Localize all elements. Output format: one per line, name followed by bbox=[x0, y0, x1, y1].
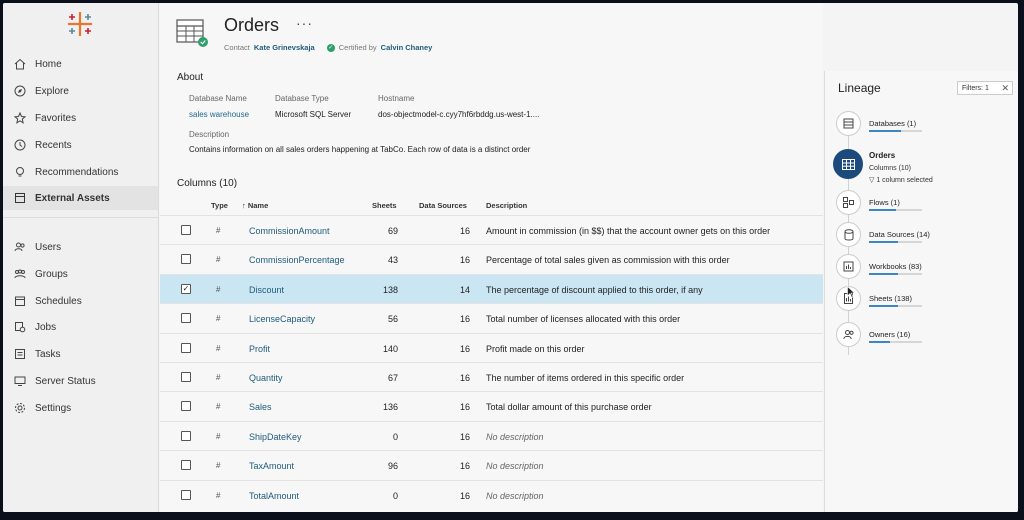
data-sources-cell: 16 bbox=[459, 343, 470, 354]
name-cell[interactable]: Discount bbox=[249, 284, 285, 295]
clock-icon bbox=[13, 138, 27, 152]
lineage-bar-fill bbox=[869, 305, 898, 307]
tasks-icon bbox=[13, 347, 27, 361]
lineage-bar-owners bbox=[869, 341, 922, 343]
sidebar-item-groups[interactable] bbox=[3, 262, 158, 286]
sheets-cell: 0 bbox=[392, 490, 398, 501]
mouse-cursor-icon bbox=[847, 286, 855, 298]
table-row[interactable] bbox=[160, 362, 823, 391]
sidebar-item-external-assets[interactable] bbox=[3, 186, 158, 210]
table-row[interactable] bbox=[160, 333, 823, 362]
description-cell: No description bbox=[486, 461, 544, 472]
lineage-node-workbooks[interactable] bbox=[836, 254, 861, 279]
type-cell: # bbox=[216, 461, 221, 471]
sidebar-item-label: Explore bbox=[35, 85, 69, 97]
lineage-node-data-sources[interactable] bbox=[836, 222, 861, 247]
lineage-label-orders: Orders bbox=[869, 151, 896, 160]
columns-heading: Columns (10) bbox=[177, 178, 238, 189]
sheets-cell: 140 bbox=[382, 343, 398, 354]
hostname-label: Hostname bbox=[378, 94, 415, 103]
description-cell: Total dollar amount of this purchase order bbox=[486, 402, 652, 413]
table-row[interactable] bbox=[160, 303, 823, 332]
description-cell: Amount in commission (in $$) that the account owner gets on this order bbox=[486, 226, 771, 236]
lineage-title: Lineage bbox=[838, 81, 881, 95]
sidebar-item-settings[interactable] bbox=[3, 396, 158, 420]
database-icon bbox=[13, 191, 27, 205]
name-cell[interactable]: CommissionPercentage bbox=[249, 255, 345, 266]
table-header bbox=[160, 195, 823, 215]
name-cell[interactable]: TaxAmount bbox=[249, 461, 295, 472]
description-cell: Total number of licenses allocated with this order bbox=[486, 314, 681, 325]
type-cell: # bbox=[216, 255, 221, 265]
description-cell: No description bbox=[486, 490, 544, 501]
database-icon bbox=[843, 118, 854, 129]
lineage-label-data-sources[interactable]: Data Sources (14) bbox=[869, 230, 930, 239]
row-checkbox[interactable]: ✓ bbox=[182, 283, 190, 293]
sidebar-item-recommendations[interactable] bbox=[3, 160, 158, 184]
lineage-label-workbooks[interactable]: Workbooks (83) bbox=[869, 262, 922, 271]
row-checkbox[interactable] bbox=[181, 225, 191, 235]
sidebar-item-label: External Assets bbox=[35, 192, 110, 204]
certified-label: Certified by bbox=[338, 43, 377, 52]
sidebar-item-label: Groups bbox=[35, 268, 68, 280]
about-heading: About bbox=[177, 72, 204, 83]
name-cell[interactable]: Quantity bbox=[249, 372, 283, 383]
page-title: Orders bbox=[224, 15, 280, 35]
database-type-label: Database Type bbox=[275, 94, 329, 103]
sheets-cell: 138 bbox=[382, 284, 398, 295]
lineage-label-flows[interactable]: Flows (1) bbox=[869, 198, 900, 207]
type-cell: # bbox=[216, 284, 221, 294]
calendar-icon bbox=[13, 294, 27, 308]
lineage-label-databases[interactable]: Databases (1) bbox=[869, 119, 917, 128]
hostname-value: dos-objectmodel-c.cyy7hf6rbddg.us-west-1.... bbox=[378, 110, 540, 119]
name-cell[interactable]: ShipDateKey bbox=[249, 431, 302, 442]
data-sources-cell: 16 bbox=[459, 431, 470, 442]
row-checkbox[interactable] bbox=[181, 313, 191, 323]
sidebar-item-users[interactable] bbox=[3, 235, 158, 259]
more-actions-button[interactable]: ··· bbox=[296, 15, 313, 31]
table-row[interactable] bbox=[160, 244, 823, 273]
sidebar-item-jobs[interactable] bbox=[3, 315, 158, 339]
lineage-node-flows[interactable] bbox=[836, 190, 861, 215]
data-sources-cell: 16 bbox=[459, 490, 470, 501]
lineage-bar-fill bbox=[869, 273, 898, 275]
data-sources-cell: 16 bbox=[459, 372, 470, 383]
contact-link[interactable]: Kate Grinevskaja bbox=[253, 43, 315, 52]
lineage-bar-databases bbox=[869, 130, 922, 132]
certified-by-link[interactable]: Calvin Chaney bbox=[380, 43, 433, 52]
row-checkbox[interactable] bbox=[181, 401, 191, 411]
table-icon bbox=[842, 159, 855, 170]
description-cell: Profit made on this order bbox=[486, 343, 585, 354]
row-checkbox[interactable] bbox=[181, 254, 191, 264]
lineage-bar-fill bbox=[869, 209, 896, 211]
sidebar-item-label: Server Status bbox=[35, 375, 96, 387]
sheets-cell: 0 bbox=[392, 431, 398, 442]
sidebar-item-favorites[interactable] bbox=[3, 106, 158, 130]
tableau-logo-icon[interactable] bbox=[65, 9, 95, 39]
sidebar-item-label: Recommendations bbox=[35, 166, 119, 178]
data-sources-cell: 16 bbox=[459, 402, 470, 413]
sidebar-item-label: Home bbox=[35, 58, 62, 70]
name-column-header[interactable]: ↑ Name bbox=[242, 201, 269, 210]
sidebar-item-tasks[interactable] bbox=[3, 342, 158, 366]
owners-icon bbox=[843, 329, 855, 340]
star-icon bbox=[13, 111, 27, 125]
sidebar-item-recents[interactable] bbox=[3, 133, 158, 157]
certified-icon: ✓ bbox=[328, 45, 334, 51]
description-cell: Percentage of total sales given as commission with this order bbox=[486, 255, 730, 266]
database-name-label: Database Name bbox=[189, 94, 247, 103]
compass-icon bbox=[13, 84, 27, 98]
sheets-cell: 136 bbox=[382, 402, 398, 413]
sidebar-item-label: Settings bbox=[35, 402, 72, 414]
sidebar-item-explore[interactable] bbox=[3, 79, 158, 103]
app-window bbox=[3, 3, 1018, 512]
lineage-bar-fill bbox=[869, 241, 898, 243]
lineage-node-owners[interactable] bbox=[836, 322, 861, 347]
close-icon[interactable]: ✕ bbox=[1001, 83, 1009, 93]
name-cell[interactable]: Profit bbox=[249, 343, 271, 354]
type-cell: # bbox=[216, 343, 221, 353]
name-cell[interactable]: TotalAmount bbox=[249, 490, 300, 501]
description-label: Description bbox=[189, 130, 230, 139]
type-cell: # bbox=[216, 314, 221, 324]
lineage-bar-fill bbox=[869, 130, 901, 132]
sidebar-item-schedules[interactable] bbox=[3, 289, 158, 313]
description-cell: No description bbox=[486, 431, 544, 442]
table-asset-icon bbox=[176, 18, 210, 48]
lineage-label-owners[interactable]: Owners (16) bbox=[869, 330, 911, 339]
name-cell[interactable]: CommissionAmount bbox=[249, 226, 330, 236]
data-sources-cell: 16 bbox=[459, 314, 470, 325]
sidebar-item-label: Schedules bbox=[35, 295, 82, 307]
filters-label: Filters: 1 bbox=[962, 84, 989, 92]
sidebar-item-server-status[interactable] bbox=[3, 369, 158, 393]
lineage-node-orders[interactable] bbox=[833, 149, 863, 179]
gear-icon bbox=[13, 401, 27, 415]
row-checkbox[interactable] bbox=[181, 431, 191, 441]
row-checkbox[interactable] bbox=[181, 372, 191, 382]
monitor-icon bbox=[13, 374, 27, 388]
groups-icon bbox=[13, 267, 27, 281]
lineage-bar-flows bbox=[869, 209, 922, 211]
type-column-header[interactable]: Type bbox=[211, 201, 228, 210]
table-row[interactable] bbox=[160, 421, 823, 450]
row-checkbox[interactable] bbox=[181, 460, 191, 470]
table-row[interactable] bbox=[160, 450, 823, 479]
data-sources-column-header[interactable]: Data Sources bbox=[419, 201, 467, 210]
sidebar-divider bbox=[3, 217, 158, 218]
data-sources-cell: 16 bbox=[459, 226, 470, 236]
main-content bbox=[160, 3, 823, 512]
table-row[interactable] bbox=[160, 480, 823, 509]
name-cell[interactable]: LicenseCapacity bbox=[249, 314, 316, 325]
columns-table bbox=[160, 195, 823, 509]
table-row[interactable] bbox=[160, 215, 823, 244]
data-sources-cell: 16 bbox=[459, 461, 470, 472]
sheets-cell: 56 bbox=[387, 314, 398, 325]
sheets-cell: 67 bbox=[387, 372, 398, 383]
name-cell[interactable]: Sales bbox=[249, 402, 272, 413]
type-cell: # bbox=[216, 431, 221, 441]
metadata-line bbox=[224, 43, 444, 52]
sheets-cell: 69 bbox=[387, 226, 398, 236]
users-icon bbox=[13, 240, 27, 254]
cylinder-icon bbox=[844, 229, 854, 241]
description-cell: The number of items ordered in this specific order bbox=[486, 372, 685, 383]
sidebar-item-label: Recents bbox=[35, 139, 72, 151]
workbook-icon bbox=[843, 261, 854, 272]
database-type-value: Microsoft SQL Server bbox=[275, 110, 352, 119]
description-column-header[interactable]: Description bbox=[486, 201, 528, 210]
row-checkbox[interactable] bbox=[181, 490, 191, 500]
sidebar bbox=[3, 3, 159, 512]
jobs-icon bbox=[13, 320, 27, 334]
type-cell: # bbox=[216, 490, 221, 500]
type-cell: # bbox=[216, 372, 221, 382]
flow-icon bbox=[843, 197, 854, 208]
data-sources-cell: 16 bbox=[459, 255, 470, 266]
type-cell: # bbox=[216, 402, 221, 412]
description-value: Contains information on all sales orders happening at TabCo. Each row of data is a distinct order bbox=[189, 145, 531, 154]
lineage-bar-fill bbox=[869, 341, 890, 343]
lineage-bar-data-sources bbox=[869, 241, 922, 243]
lineage-node-databases[interactable] bbox=[836, 111, 861, 136]
filters-chip[interactable] bbox=[957, 81, 1013, 95]
data-sources-cell: 14 bbox=[459, 284, 470, 295]
sheets-cell: 43 bbox=[387, 255, 398, 266]
row-checkbox[interactable] bbox=[181, 343, 191, 353]
description-cell: The percentage of discount applied to this order, if any bbox=[486, 284, 703, 295]
lineage-columns-count: Columns (10) bbox=[869, 165, 912, 172]
lineage-label-sheets[interactable]: Sheets (138) bbox=[869, 294, 912, 303]
table-row[interactable] bbox=[160, 274, 823, 303]
sidebar-item-label: Tasks bbox=[35, 348, 61, 360]
sheets-column-header[interactable]: Sheets bbox=[372, 201, 397, 210]
sidebar-item-label: Jobs bbox=[35, 321, 57, 333]
contact-label: Contact bbox=[224, 43, 250, 52]
sheets-cell: 96 bbox=[387, 461, 398, 472]
lineage-bar-workbooks bbox=[869, 273, 922, 275]
sidebar-item-home[interactable] bbox=[3, 52, 158, 76]
database-name-link[interactable]: sales warehouse bbox=[189, 110, 250, 119]
type-cell: # bbox=[216, 226, 221, 235]
lightbulb-icon bbox=[13, 165, 27, 179]
home-icon bbox=[13, 57, 27, 71]
sidebar-item-label: Favorites bbox=[35, 112, 77, 124]
table-row[interactable] bbox=[160, 391, 823, 420]
lineage-column-filter[interactable]: ▽ 1 column selected bbox=[869, 177, 933, 184]
sidebar-item-label: Users bbox=[35, 241, 62, 253]
lineage-bar-sheets bbox=[869, 305, 922, 307]
